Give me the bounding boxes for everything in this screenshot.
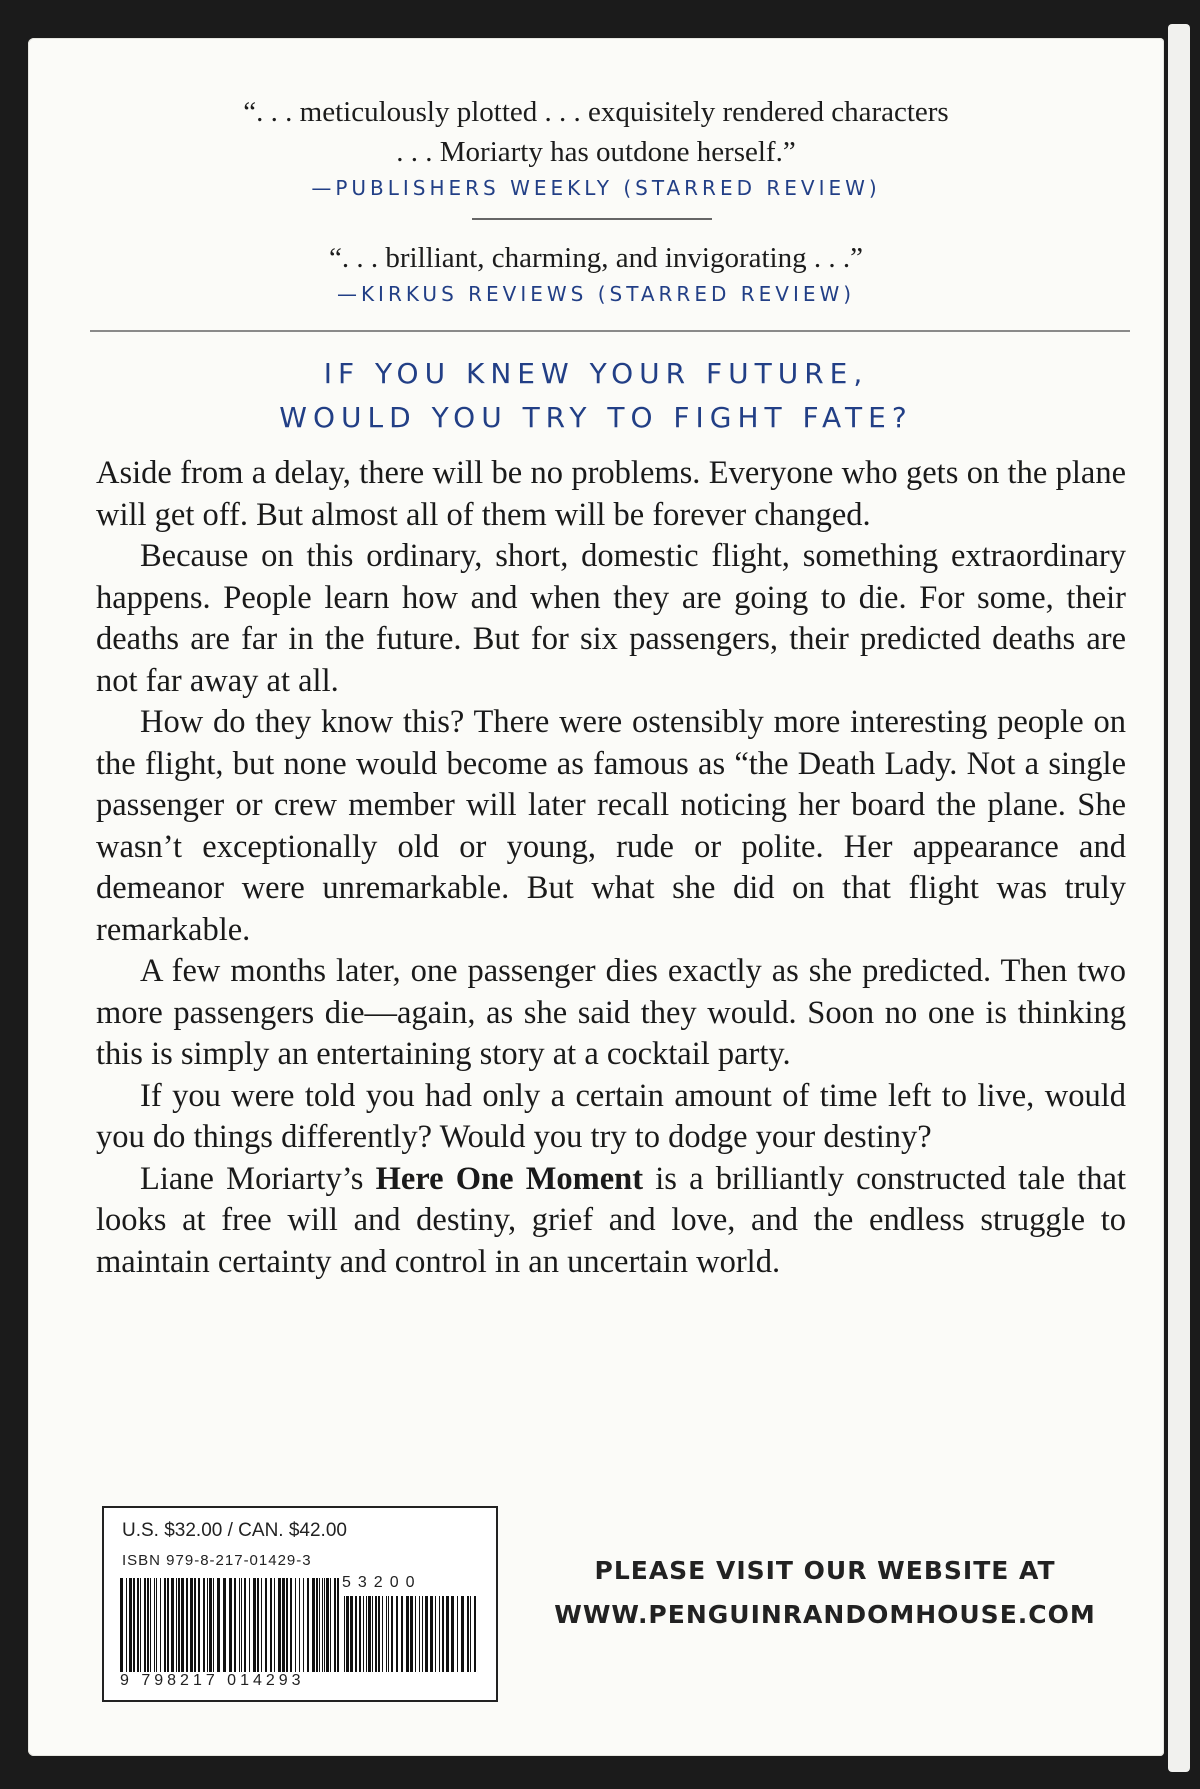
synopsis-paragraph-3: How do they know this? There were ostensibly more interesting people on the flight, but none would become as famous as “the Death Lady. Not a single passenger or crew member will later recall noticing her board the plane. She wasn’t exceptionally old or young, rude or polite. Her appearance and demeanor were unremarkable. But what she did on that flight was truly remarkable. bbox=[96, 704, 1126, 948]
website-prompt: PLEASE VISIT OUR WEBSITE AT bbox=[594, 1556, 1056, 1585]
barcode-digits: 9 798217 014293 bbox=[120, 1672, 305, 1689]
review-divider bbox=[472, 218, 712, 220]
website-url[interactable]: WWW.PENGUINRANDOMHOUSE.COM bbox=[554, 1600, 1096, 1629]
review-source-2: —KIRKUS REVIEWS (STARRED REVIEW) bbox=[336, 282, 856, 306]
addon-digits: 53200 bbox=[342, 1574, 422, 1591]
headline-line-1: IF YOU KNEW YOUR FUTURE, bbox=[323, 357, 869, 390]
synopsis-paragraph-4: A few months later, one passenger dies exactly as she predicted. Then two more passengers die—again, as she said they would. Soon no one is thinking this is simply an entertaining story at a cocktail party. bbox=[96, 953, 1126, 1072]
synopsis-ending: is a brilliantly constructed tale that looks at free will and destiny, grief and love, and the endless struggle to maintain certainty and control in an uncertain world. bbox=[96, 1160, 1126, 1280]
addon-barcode bbox=[344, 1596, 478, 1672]
synopsis-paragraph-2: Because on this ordinary, short, domestic flight, something extraordinary happens. People learn how and when they are going to die. For some, their deaths are far in the future. But for six passengers, their predicted deaths are not far away at all. bbox=[96, 538, 1126, 699]
isbn-barcode bbox=[120, 1578, 340, 1672]
synopsis-author: Liane Moriarty’s bbox=[140, 1160, 376, 1197]
review-quote-2: “. . . brilliant, charming, and invigorating . . .” bbox=[329, 242, 863, 274]
synopsis-paragraph-6 bbox=[96, 1159, 1126, 1284]
synopsis-paragraph-1: Aside from a delay, there will be no problems. Everyone who gets on the plane will get off. But almost all of them will be forever changed. bbox=[96, 455, 1126, 533]
book-edge bbox=[1168, 24, 1190, 1772]
section-divider bbox=[90, 330, 1130, 332]
barcode-box bbox=[102, 1506, 498, 1702]
synopsis bbox=[96, 453, 1126, 1283]
review-source-1: —PUBLISHERS WEEKLY (STARRED REVIEW) bbox=[311, 176, 881, 200]
synopsis-paragraph-5: If you were told you had only a certain amount of time left to live, would you do things differently? Would you try to dodge your destiny? bbox=[96, 1077, 1126, 1155]
book-title: Here One Moment bbox=[375, 1160, 644, 1197]
review-quote-1-line-2: . . . Moriarty has outdone herself.” bbox=[396, 136, 796, 168]
back-cover bbox=[28, 38, 1164, 1756]
price-label: U.S. $32.00 / CAN. $42.00 bbox=[122, 1520, 347, 1541]
headline-line-2: WOULD YOU TRY TO FIGHT FATE? bbox=[279, 401, 913, 434]
review-quote-1-line-1: “. . . meticulously plotted . . . exquisitely rendered characters bbox=[243, 96, 949, 128]
isbn-label: ISBN 979-8-217-01429-3 bbox=[122, 1552, 312, 1569]
